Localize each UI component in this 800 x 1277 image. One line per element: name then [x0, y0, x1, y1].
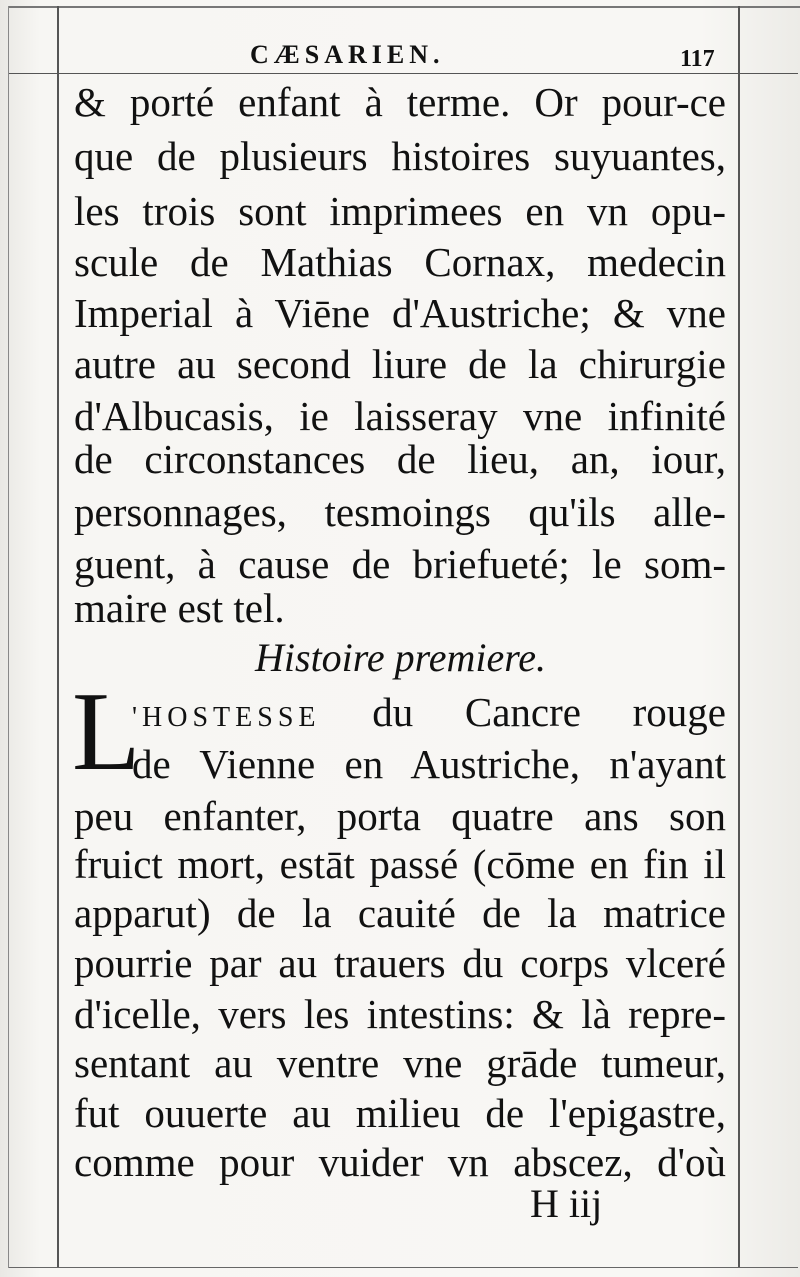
- text-line-first: [132, 686, 726, 738]
- text-line: les trois sont imprimees en vn opu-: [74, 188, 726, 234]
- first-line-rest: du Cancre rouge: [372, 689, 727, 735]
- text-line: personnages, tesmoings qu'ils alle-: [74, 489, 726, 535]
- text-line: peu enfanter, porta quatre ans son: [74, 793, 726, 839]
- drop-capital: L: [72, 670, 141, 794]
- text-line: apparut) de la cauité de la matrice: [74, 890, 726, 936]
- section-heading: Histoire premiere.: [255, 635, 547, 680]
- text-line: d'Albucasis, ie laisseray vne infinité: [74, 393, 726, 439]
- signature-mark: H iij: [530, 1181, 603, 1226]
- text-line: de circonstances de lieu, an, iour,: [74, 436, 726, 482]
- page-number: 117: [680, 46, 715, 72]
- right-margin-rule: [738, 6, 740, 1268]
- text-line: pourrie par au trauers du corps vlceré: [74, 940, 726, 986]
- text-line: maire est tel.: [74, 585, 285, 631]
- bottom-border: [8, 1267, 798, 1268]
- text-line: guent, à cause de briefueté; le som-: [74, 541, 726, 587]
- text-line: sentant au ventre vne grāde tumeur,: [74, 1040, 726, 1086]
- text-line: que de plusieurs histoires suyuantes,: [74, 133, 726, 179]
- text-line: scule de Mathias Cornax, medecin: [74, 239, 726, 285]
- text-line: & porté enfant à terme. Or pour-ce: [74, 79, 726, 125]
- header-rule: [8, 73, 798, 74]
- first-word-smallcaps: 'HOSTESSE: [132, 702, 321, 733]
- running-head: CÆSARIEN.: [250, 40, 445, 69]
- text-line: autre au second liure de la chirurgie: [74, 341, 726, 387]
- text-line: d'icelle, vers les intestins: & là repre-: [74, 991, 726, 1037]
- text-line: de Vienne en Austriche, n'ayant: [132, 741, 726, 787]
- left-margin-rule: [57, 6, 59, 1268]
- text-line: fut ouuerte au milieu de l'epigastre,: [74, 1090, 726, 1136]
- top-border: [8, 6, 800, 8]
- text-line: fruict mort, estāt passé (cōme en fin il: [74, 841, 726, 887]
- text-line: Imperial à Viēne d'Austriche; & vne: [74, 290, 726, 336]
- page-edge: [8, 6, 9, 1268]
- text-line: comme pour vuider vn abscez, d'où: [74, 1139, 726, 1185]
